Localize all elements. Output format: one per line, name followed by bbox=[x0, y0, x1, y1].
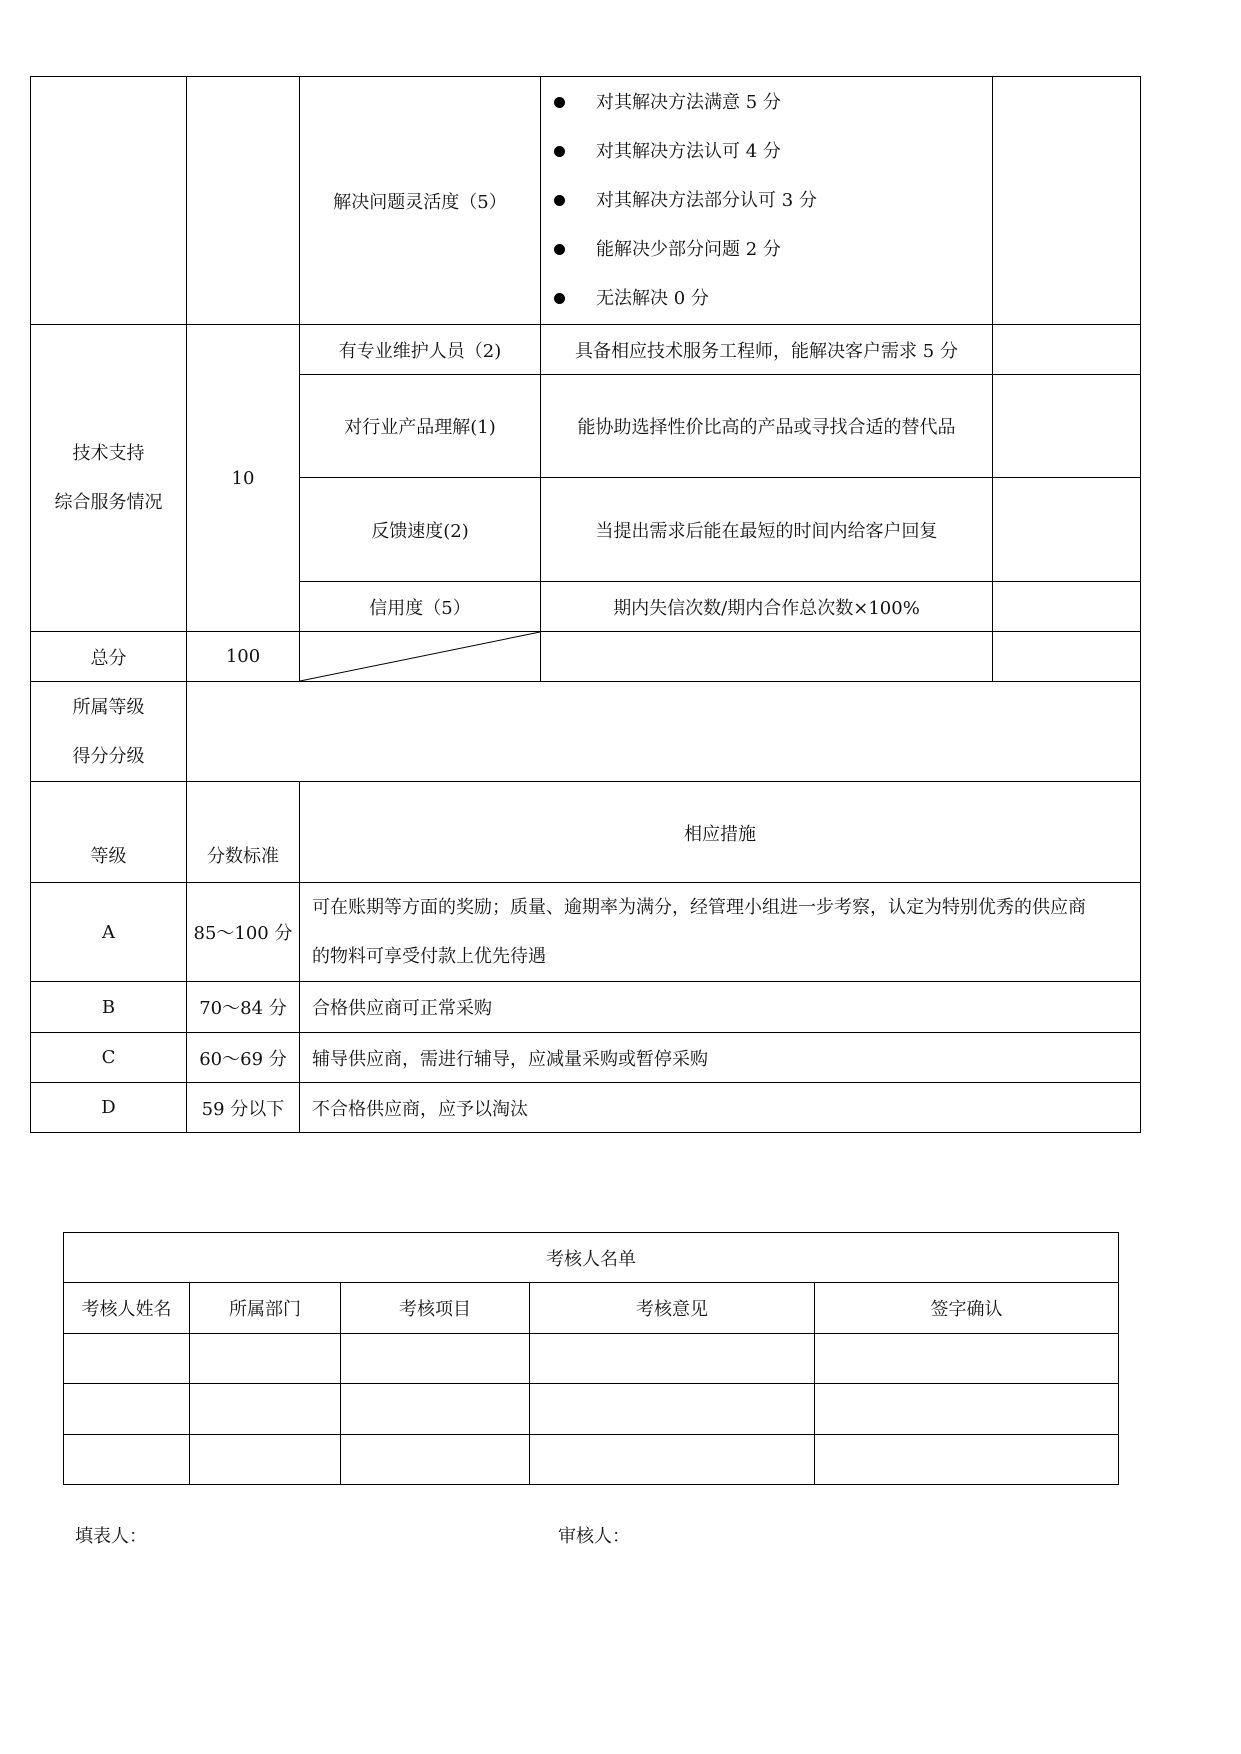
list-item: 对其解决方法部分认可 3 分 bbox=[541, 176, 992, 225]
grade-row-d bbox=[31, 1083, 1141, 1133]
level-label-cell: 所属等级 得分分级 bbox=[31, 682, 187, 782]
flex-bullet-list bbox=[541, 78, 992, 323]
empty-cell bbox=[541, 632, 993, 682]
evaluation-table bbox=[30, 76, 1141, 1133]
grade-letter: B bbox=[31, 982, 187, 1033]
list-item: 对其解决方法满意 5 分 bbox=[541, 78, 992, 127]
list-item: 无法解决 0 分 bbox=[541, 274, 992, 323]
reviewer-table bbox=[63, 1232, 1119, 1485]
grade-header: 等级 bbox=[31, 782, 187, 883]
grade-range: 85～100 分 bbox=[187, 883, 300, 982]
grade-row-b bbox=[31, 982, 1141, 1033]
grade-measure: 可在账期等方面的奖励；质量、逾期率为满分，经管理小组进一步考察，认定为特别优秀的供应商 的物料可享受付款上优先待遇 bbox=[300, 883, 1141, 982]
item-name: 信用度（5） bbox=[300, 582, 541, 632]
tech-category-cell: 技术支持 综合服务情况 bbox=[31, 325, 187, 632]
opinion-cell[interactable] bbox=[530, 1334, 815, 1384]
bullet-icon bbox=[554, 195, 565, 206]
grade-range: 60～69 分 bbox=[187, 1033, 300, 1083]
col-header-opinion: 考核意见 bbox=[530, 1283, 815, 1334]
item-standard: 期内失信次数/期内合作总次数×100% bbox=[541, 582, 993, 632]
item-cell[interactable] bbox=[341, 1384, 530, 1435]
grade-standard-header: 分数标准 bbox=[187, 782, 300, 883]
filler-label: 填表人： bbox=[75, 1526, 147, 1547]
table-row bbox=[31, 325, 1141, 375]
signature-cell[interactable] bbox=[815, 1435, 1119, 1485]
col-header-item: 考核项目 bbox=[341, 1283, 530, 1334]
dept-cell[interactable] bbox=[190, 1435, 341, 1485]
total-label: 总分 bbox=[31, 632, 187, 682]
list-item: 能解决少部分问题 2 分 bbox=[541, 225, 992, 274]
grade-row-a bbox=[31, 883, 1141, 982]
item-standard: 当提出需求后能在最短的时间内给客户回复 bbox=[541, 478, 993, 582]
score-cell bbox=[993, 478, 1141, 582]
bullet-icon bbox=[554, 293, 565, 304]
reviewer-header-row bbox=[64, 1283, 1119, 1334]
item-cell[interactable] bbox=[341, 1334, 530, 1384]
dept-cell[interactable] bbox=[190, 1384, 341, 1435]
bullet-icon bbox=[554, 244, 565, 255]
reviewer-title-row bbox=[64, 1233, 1119, 1283]
list-item: 对其解决方法认可 4 分 bbox=[541, 127, 992, 176]
grade-range: 59 分以下 bbox=[187, 1083, 300, 1133]
bullet-icon bbox=[554, 146, 565, 157]
item-name: 有专业维护人员（2) bbox=[300, 325, 541, 375]
item-name: 对行业产品理解(1) bbox=[300, 375, 541, 478]
grade-row-c bbox=[31, 1033, 1141, 1083]
empty-cell bbox=[187, 77, 300, 325]
grade-measure: 不合格供应商，应予以淘汰 bbox=[300, 1083, 1141, 1133]
opinion-cell[interactable] bbox=[530, 1435, 815, 1485]
level-row bbox=[31, 682, 1141, 782]
signature-cell[interactable] bbox=[815, 1384, 1119, 1435]
name-cell[interactable] bbox=[64, 1384, 190, 1435]
bullet-icon bbox=[554, 97, 565, 108]
score-cell bbox=[993, 582, 1141, 632]
score-cell bbox=[993, 325, 1141, 375]
grade-letter: A bbox=[31, 883, 187, 982]
grade-measure-header: 相应措施 bbox=[300, 782, 1141, 883]
item-standard: 能协助选择性价比高的产品或寻找合适的替代品 bbox=[541, 375, 993, 478]
table-row bbox=[64, 1384, 1119, 1435]
score-cell bbox=[993, 77, 1141, 325]
level-value-cell bbox=[187, 682, 1141, 782]
grade-letter: D bbox=[31, 1083, 187, 1133]
table-row bbox=[64, 1435, 1119, 1485]
item-standard: 具备相应技术服务工程师，能解决客户需求 5 分 bbox=[541, 325, 993, 375]
total-score: 100 bbox=[187, 632, 300, 682]
col-header-name: 考核人姓名 bbox=[64, 1283, 190, 1334]
flex-item-name: 解决问题灵活度（5） bbox=[300, 77, 541, 325]
item-cell[interactable] bbox=[341, 1435, 530, 1485]
reviewer-title: 考核人名单 bbox=[64, 1233, 1119, 1283]
auditor-label: 审核人： bbox=[558, 1526, 630, 1547]
grade-header-row bbox=[31, 782, 1141, 883]
grade-measure: 合格供应商可正常采购 bbox=[300, 982, 1141, 1033]
flex-row bbox=[31, 77, 1141, 325]
diagonal-cell bbox=[300, 632, 541, 682]
empty-cell bbox=[993, 632, 1141, 682]
grade-range: 70～84 分 bbox=[187, 982, 300, 1033]
signature-cell[interactable] bbox=[815, 1334, 1119, 1384]
opinion-cell[interactable] bbox=[530, 1384, 815, 1435]
grade-measure: 辅导供应商，需进行辅导，应减量采购或暂停采购 bbox=[300, 1033, 1141, 1083]
grade-letter: C bbox=[31, 1033, 187, 1083]
score-cell bbox=[993, 375, 1141, 478]
col-header-signature: 签字确认 bbox=[815, 1283, 1119, 1334]
name-cell[interactable] bbox=[64, 1435, 190, 1485]
tech-score-cell: 10 bbox=[187, 325, 300, 632]
col-header-dept: 所属部门 bbox=[190, 1283, 341, 1334]
table-row bbox=[64, 1334, 1119, 1384]
name-cell[interactable] bbox=[64, 1334, 190, 1384]
diagonal-line-icon bbox=[300, 632, 540, 681]
flex-standard-cell bbox=[541, 77, 993, 325]
total-row bbox=[31, 632, 1141, 682]
item-name: 反馈速度(2) bbox=[300, 478, 541, 582]
empty-cell bbox=[31, 77, 187, 325]
dept-cell[interactable] bbox=[190, 1334, 341, 1384]
